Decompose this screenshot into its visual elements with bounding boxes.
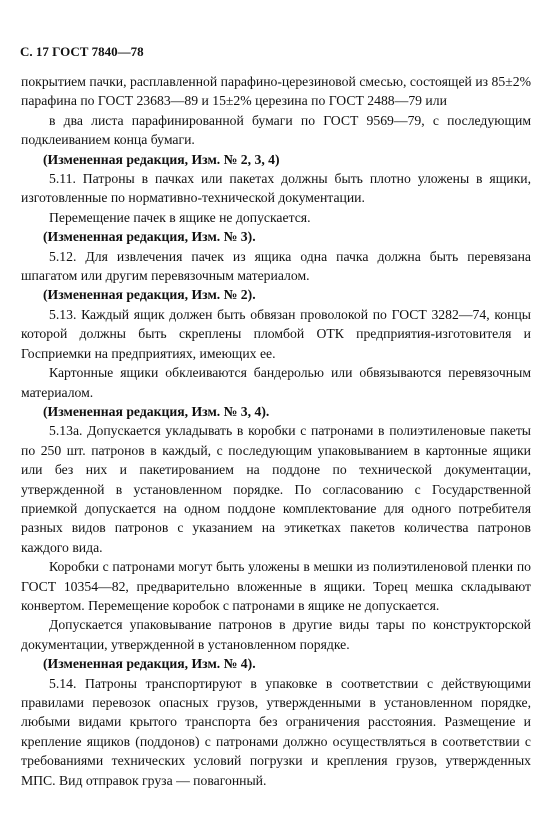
page-header: С. 17 ГОСТ 7840—78	[20, 44, 144, 59]
paragraph: 5.13. Каждый ящик должен быть обвязан проволокой по ГОСТ 3282—74, концы которой должны быть скреплены пломбой ОТК предприятия-изготовителя и Госприемки на предприятиях, имеющих ее.	[21, 306, 531, 361]
revision-note: (Измененная редакция, Изм. № 4).	[43, 656, 256, 672]
revision-note: (Измененная редакция, Изм. № 2, 3, 4)	[43, 151, 280, 167]
paragraph: Коробки с патронами могут быть уложены в мешки из полиэтиленовой пленки по ГОСТ 10354—82, предварительно вложенные в ящики. Торец мешка складывают конвертом. Перемещение коробок с патронами в ящике не допускается.	[21, 559, 531, 613]
revision-note: (Измененная редакция, Изм. № 2).	[43, 287, 256, 303]
paragraph: Картонные ящики обклеиваются бандеролью или обвязываются перевязочным материалом.	[21, 365, 531, 400]
paragraph: Допускается упаковывание патронов в другие виды тары по конструкторской документации, утвержденной в установленном порядке.	[21, 617, 531, 652]
paragraph: 5.11. Патроны в пачках или пакетах должны быть плотно уложены в ящики, изготовленные по нормативно-технической документации.	[21, 171, 531, 206]
paragraph: в два листа парафинированной бумаги по ГОСТ 9569—79, с последующим подклеиванием конца бумаги.	[21, 112, 531, 148]
document-body	[21, 72, 531, 790]
revision-note: (Измененная редакция, Изм. № 3, 4).	[43, 403, 270, 419]
paragraph: Перемещение пачек в ящике не допускается.	[49, 209, 311, 225]
paragraph: покрытием пачки, расплавленной парафино-церезиновой смесью, состоящей из 85±2% парафина по ГОСТ 23683—89 и 15±2% церезина по ГОСТ 2488—79 или	[21, 74, 531, 109]
paragraph: 5.13а. Допускается укладывать в коробки с патронами в полиэтиленовые пакеты по 250 шт. патронов в каждый, с последующим упаковыванием в картонные ящики или без них и пакетированием на поддоне по технической документации, утвержденной в установленном порядке. По согласованию с Государственной приемкой допускается на одном поддоне комплектование для одного потребителя разных видов патронов с указанием на этикетках пакетов количества патронов каждого вида.	[21, 423, 531, 555]
paragraph: 5.14. Патроны транспортируют в упаковке в соответствии с действующими правилами перевозок опасных грузов, утвержденными в установленном порядке, любыми видами крытого транспорта без ограничения расстояния. Размещение и крепление ящиков (поддонов) с патронами должно осуществляться в соответствии с требованиями технических условий погрузки и крепления грузов, утвержденных МПС. Вид отправок груза — повагонный.	[21, 675, 531, 788]
paragraph: 5.12. Для извлечения пачек из ящика одна пачка должна быть перевязана шпагатом или другим перевязочным материалом.	[21, 248, 531, 284]
revision-note: (Измененная редакция, Изм. № 3).	[43, 229, 256, 245]
